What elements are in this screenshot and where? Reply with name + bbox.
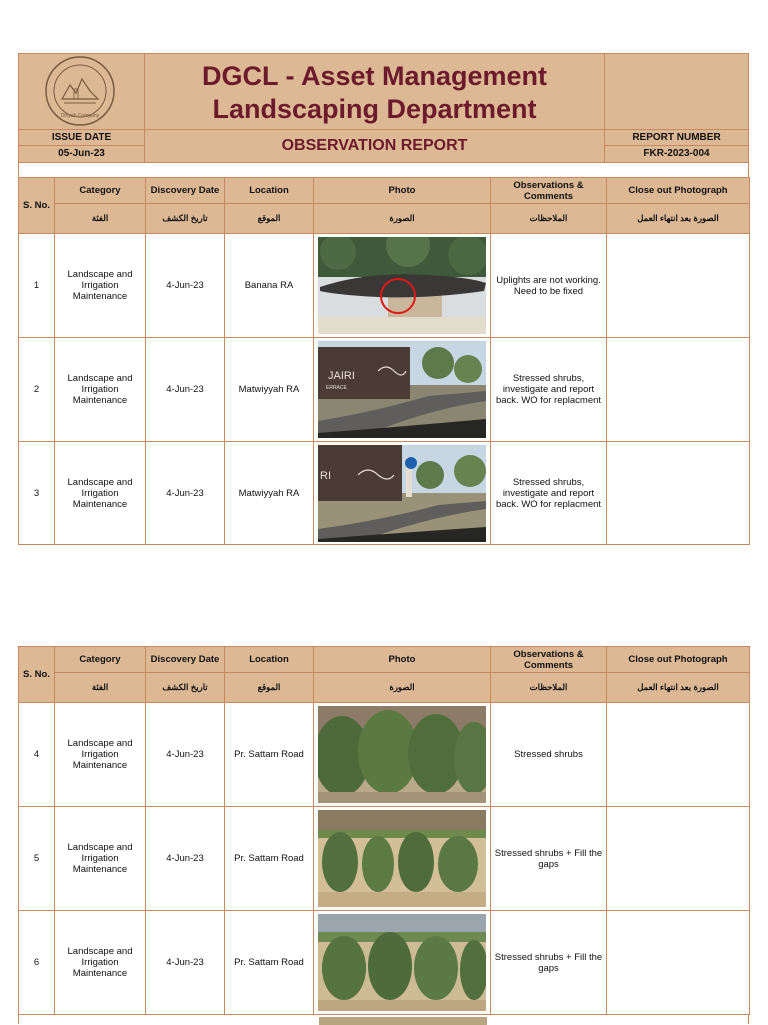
report-title-line1: DGCL - Asset Management	[201, 61, 548, 91]
row-category: Landscape and Irrigation Maintenance	[55, 807, 146, 911]
col-closeout-ar: الصورة بعد انتهاء العمل	[607, 673, 750, 703]
observation-table-2	[18, 646, 750, 1015]
svg-text:RI: RI	[320, 469, 331, 482]
observation-table-1	[18, 177, 750, 545]
row-closeout	[607, 911, 750, 1015]
col-discovery-date: Discovery Date	[146, 178, 225, 204]
col-closeout: Close out Photograph	[607, 178, 750, 204]
table-row	[19, 442, 750, 545]
row-photo-cell	[314, 911, 491, 1015]
table-header-row	[19, 178, 750, 204]
col-discovery-date-ar: تاريخ الكشف	[146, 204, 225, 234]
col-discovery-date: Discovery Date	[146, 647, 225, 673]
col-photo: Photo	[314, 647, 491, 673]
svg-text:Diriyah Company: Diriyah Company	[60, 113, 100, 119]
col-closeout-ar: الصورة بعد انتهاء العمل	[607, 204, 750, 234]
title-cell	[144, 53, 605, 130]
row-sno: 4	[19, 703, 55, 807]
row-date: 4-Jun-23	[146, 234, 225, 338]
row-comment: Uplights are not working. Need to be fixed	[491, 234, 607, 338]
row-location: Matwiyyah RA	[225, 442, 314, 545]
table-row	[19, 807, 750, 911]
svg-text:JAIRI: JAIRI	[328, 370, 355, 382]
uplight-photo	[318, 237, 486, 334]
row-location: Banana RA	[225, 234, 314, 338]
col-closeout: Close out Photograph	[607, 647, 750, 673]
observation-report-title: OBSERVATION REPORT	[144, 129, 605, 163]
table-header-arabic-row	[19, 204, 750, 234]
roundabout-sign-photo	[318, 445, 486, 542]
shrubs-photo	[318, 706, 486, 803]
row-category: Landscape and Irrigation Maintenance	[55, 442, 146, 545]
row-photo-cell	[314, 807, 491, 911]
roundabout-sign-photo	[318, 341, 486, 438]
row-photo-cell	[314, 234, 491, 338]
row-location: Matwiyyah RA	[225, 338, 314, 442]
row-photo-cell	[314, 338, 491, 442]
col-photo-ar: الصورة	[314, 673, 491, 703]
col-location: Location	[225, 647, 314, 673]
next-row-partial	[18, 1014, 749, 1024]
report-number-value: FKR-2023-004	[604, 145, 749, 163]
row-sno: 6	[19, 911, 55, 1015]
row-date: 4-Jun-23	[146, 703, 225, 807]
shrubs-photo	[318, 810, 486, 907]
col-discovery-date-ar: تاريخ الكشف	[146, 673, 225, 703]
col-location: Location	[225, 178, 314, 204]
col-category: Category	[55, 178, 146, 204]
row-date: 4-Jun-23	[146, 442, 225, 545]
row-sno: 5	[19, 807, 55, 911]
issue-date-value: 05-Jun-23	[18, 145, 145, 163]
col-observations-ar: الملاحظات	[491, 673, 607, 703]
row-comment: Stressed shrubs, investigate and report back. WO for replacment	[491, 338, 607, 442]
row-photo-cell	[314, 703, 491, 807]
table-row	[19, 911, 750, 1015]
company-logo	[44, 55, 116, 127]
row-category: Landscape and Irrigation Maintenance	[55, 338, 146, 442]
col-sno: S. No.	[19, 178, 55, 234]
row-location: Pr. Sattam Road	[225, 807, 314, 911]
row-location: Pr. Sattam Road	[225, 703, 314, 807]
col-location-ar: الموقع	[225, 673, 314, 703]
col-photo-ar: الصورة	[314, 204, 491, 234]
report-title-line2: Landscaping Department	[212, 94, 537, 124]
table-row	[19, 338, 750, 442]
row-date: 4-Jun-23	[146, 338, 225, 442]
row-comment: Stressed shrubs, investigate and report back. WO for replacment	[491, 442, 607, 545]
col-sno: S. No.	[19, 647, 55, 703]
shrubs-photo	[318, 914, 486, 1011]
row-closeout	[607, 703, 750, 807]
spacer-row	[18, 162, 749, 178]
row-date: 4-Jun-23	[146, 807, 225, 911]
svg-text:ERRACE: ERRACE	[326, 385, 347, 391]
row-closeout	[607, 442, 750, 545]
row-photo-cell	[314, 442, 491, 545]
row-closeout	[607, 807, 750, 911]
table-row	[19, 234, 750, 338]
table-row	[19, 703, 750, 807]
row-comment: Stressed shrubs + Fill the gaps	[491, 911, 607, 1015]
col-observations: Observations & Comments	[491, 647, 607, 673]
row-date: 4-Jun-23	[146, 911, 225, 1015]
row-location: Pr. Sattam Road	[225, 911, 314, 1015]
row-comment: Stressed shrubs + Fill the gaps	[491, 807, 607, 911]
col-location-ar: الموقع	[225, 204, 314, 234]
col-observations: Observations & Comments	[491, 178, 607, 204]
table-header-arabic-row	[19, 673, 750, 703]
col-observations-ar: الملاحظات	[491, 204, 607, 234]
col-category-ar: الفئة	[55, 204, 146, 234]
row-category: Landscape and Irrigation Maintenance	[55, 911, 146, 1015]
issue-date-label: ISSUE DATE	[18, 129, 145, 146]
row-sno: 3	[19, 442, 55, 545]
table-header-row	[19, 647, 750, 673]
row-sno: 2	[19, 338, 55, 442]
col-category-ar: الفئة	[55, 673, 146, 703]
row-closeout	[607, 338, 750, 442]
col-category: Category	[55, 647, 146, 673]
row-category: Landscape and Irrigation Maintenance	[55, 234, 146, 338]
row-closeout	[607, 234, 750, 338]
row-comment: Stressed shrubs	[491, 703, 607, 807]
report-number-label: REPORT NUMBER	[604, 129, 749, 146]
row-sno: 1	[19, 234, 55, 338]
col-photo: Photo	[314, 178, 491, 204]
row-category: Landscape and Irrigation Maintenance	[55, 703, 146, 807]
blank-right-cell	[604, 53, 749, 130]
